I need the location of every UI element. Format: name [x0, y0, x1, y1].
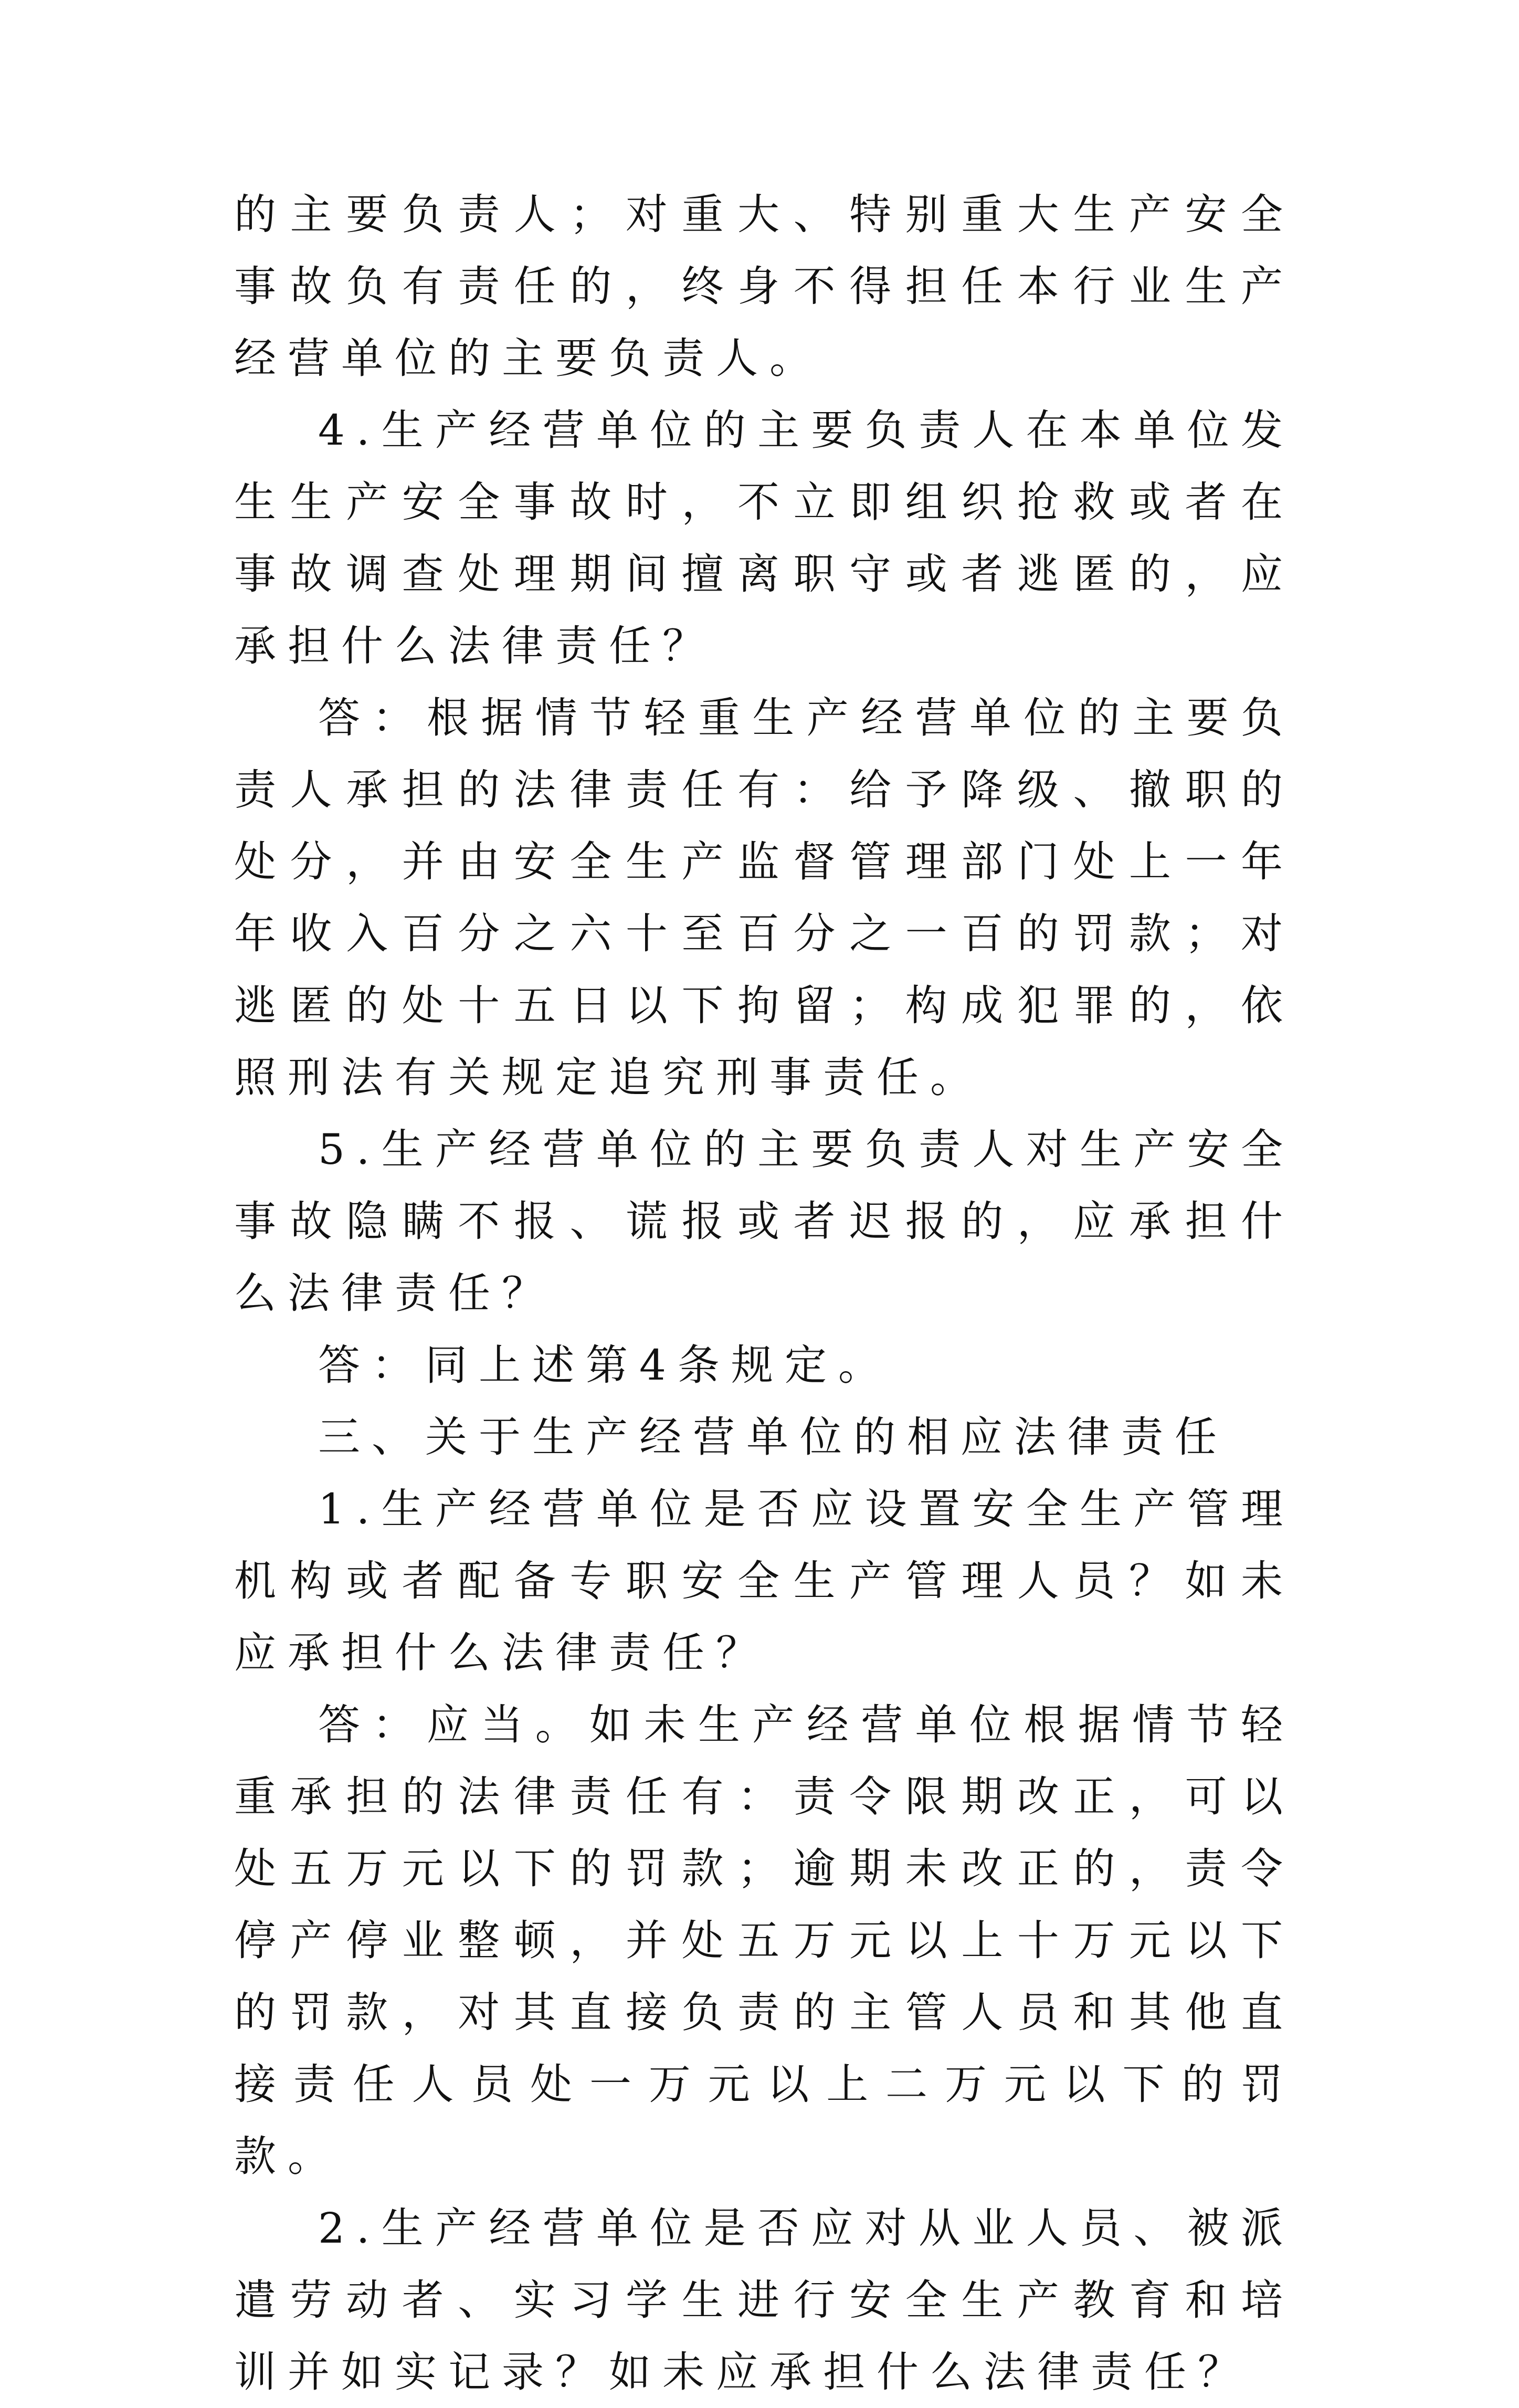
paragraph-question-4: 4.生产经营单位的主要负责人在本单位发生生产安全事故时，不立即组织抢救或者在事故调查处理期间擅离职守或者逃匿的，应承担什么法律责任？: [234, 406, 1294, 670]
paragraph-question-3-1: 1.生产经营单位是否应设置安全生产管理机构或者配备专职安全生产管理人员？如未应承担什么法律责任？: [234, 1485, 1294, 1677]
paragraph-question-3-2: 2.生产经营单位是否应对从业人员、被派遣劳动者、实习学生进行安全生产教育和培训并如实记录？如未应承担什么法律责任？: [234, 2204, 1294, 2396]
paragraph-continuation: 的主要负责人；对重大、特别重大生产安全事故负有责任的，终身不得担任本行业生产经营单位的主要负责人。: [234, 190, 1294, 383]
paragraph-answer-3-1: 答：应当。如未生产经营单位根据情节轻重承担的法律责任有：责令限期改正，可以处五万元以下的罚款；逾期未改正的，责令停产停业整顿，并处五万元以上十万元以下的罚款，对其直接负责的主管人员和其他直接责任人员处一万元以上二万元以下的罚款。: [234, 1700, 1294, 2181]
paragraph-answer-5: 答：同上述第4条规定。: [318, 1341, 892, 1390]
paragraph-answer-4: 答：根据情节轻重生产经营单位的主要负责人承担的法律责任有：给予降级、撤职的处分，并由安全生产监督管理部门处上一年年收入百分之六十至百分之一百的罚款；对逃匿的处十五日以下拘留；构成犯罪的，依照刑法有关规定追究刑事责任。: [234, 693, 1294, 1102]
paragraph-question-5: 5.生产经营单位的主要负责人对生产安全事故隐瞒不报、谎报或者迟报的，应承担什么法律责任？: [234, 1125, 1294, 1318]
document-body: [234, 178, 1294, 2408]
section-heading-3: 三、关于生产经营单位的相应法律责任: [318, 1413, 1228, 1461]
